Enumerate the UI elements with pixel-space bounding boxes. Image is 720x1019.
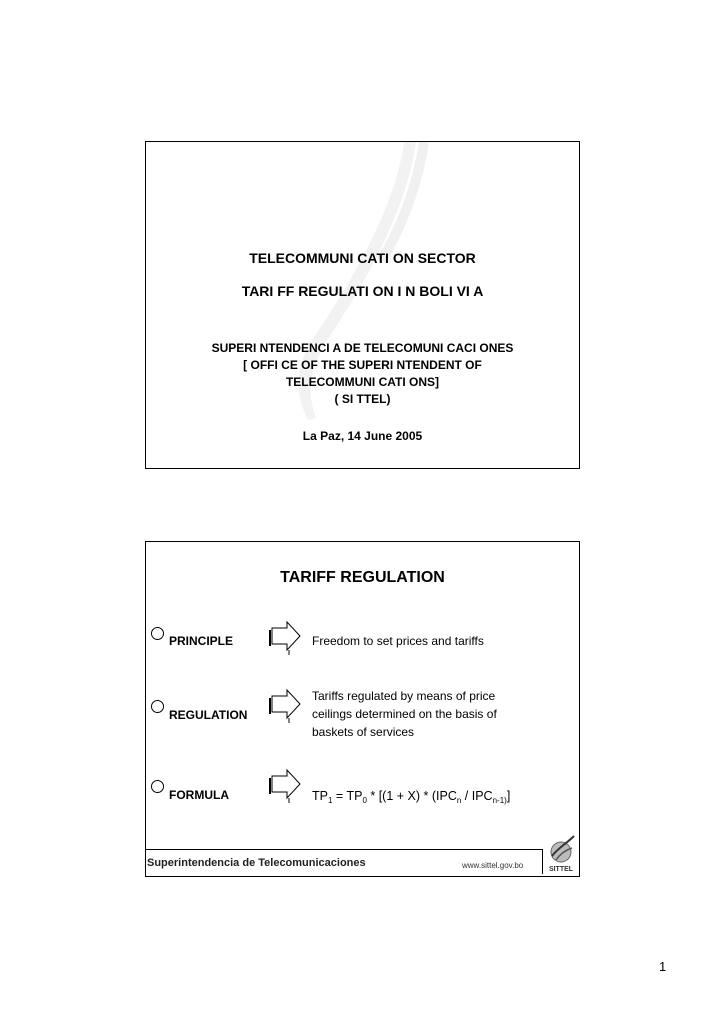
slide-title-line-1: TELECOMMUNI CATI ON SECTOR — [249, 250, 476, 266]
org-line-2: [ OFFI CE OF THE SUPERI NTENDENT OF — [243, 358, 482, 372]
bullet-circle-icon — [151, 700, 164, 713]
row-label-regulation: REGULATION — [169, 708, 248, 722]
arrow-right-icon — [269, 688, 303, 724]
org-line-4: ( SI TTEL) — [334, 392, 391, 406]
footer-url: www.sittel.gov.bo — [462, 861, 524, 870]
org-line-3: TELECOMMUNI CATI ONS] — [285, 375, 440, 389]
row-label-principle: PRINCIPLE — [169, 634, 234, 648]
bullet-circle-icon — [151, 780, 164, 793]
tariff-formula: $TP_1 = TP_0 * [(1 + X) * (IPC_n / IPC_{n-1)}]$ — [312, 789, 511, 805]
background-curve-decoration — [146, 142, 579, 468]
org-line-1: SUPERI NTENDENCI A DE TELECOMUNI CACI ONES — [211, 341, 514, 355]
row-desc-regulation: Tariffs regulated by means of price ceilings determined on the basis of baskets of services — [312, 689, 497, 739]
tariff-regulation-slide — [145, 541, 580, 877]
date-text: La Paz, 14 June 2005 — [302, 429, 423, 443]
svg-text:SITTEL: SITTEL — [548, 866, 574, 873]
slide-title: TARIFF REGULATION — [280, 569, 445, 586]
arrow-right-icon — [269, 620, 303, 656]
row-label-formula: FORMULA — [169, 788, 229, 802]
arrow-right-icon — [269, 768, 303, 804]
row-desc-principle: Freedom to set prices and tariffs — [312, 634, 484, 648]
sittel-logo — [544, 834, 578, 874]
slide-title-line-2: TARI FF REGULATI ON I N BOLI VI A — [241, 283, 484, 299]
page-number: 1 — [659, 959, 667, 974]
bullet-circle-icon — [151, 627, 164, 640]
footer-org-name: Superintendencia de Telecomunicaciones — [147, 857, 366, 869]
title-slide — [145, 141, 580, 469]
